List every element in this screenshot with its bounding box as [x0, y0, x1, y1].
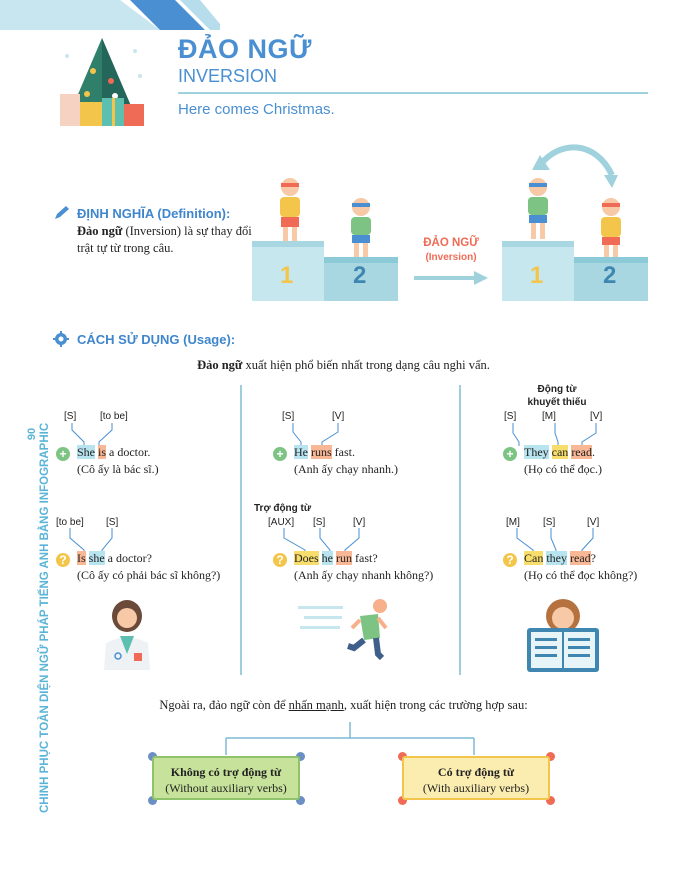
word-verb: run — [336, 551, 352, 565]
col3-statement-translation: (Họ có thể đọc.) — [524, 462, 602, 476]
box-right-title: Có trợ động từ — [437, 765, 515, 779]
box-right-subtitle: (With auxiliary verbs) — [422, 781, 530, 795]
plus-icon: + — [56, 447, 70, 461]
usage-heading: CÁCH SỬ DỤNG (Usage): — [77, 332, 236, 347]
word-subject: he — [321, 551, 333, 565]
col2-q-label-subject: [S] — [313, 517, 326, 528]
definition-term: Đảo ngữ — [77, 224, 123, 238]
word-rest: fast. — [331, 445, 355, 459]
word-verb: Is — [77, 551, 86, 565]
arrow-sublabel: (Inversion) — [425, 252, 477, 263]
question-icon: ? — [56, 553, 70, 567]
col1-question-translation: (Cô ấy có phải bác sĩ không?) — [77, 568, 221, 582]
tagline: Here comes Christmas. — [178, 101, 335, 118]
col1-q-label-subject: [S] — [106, 517, 119, 528]
col2-q-label-aux: [AUX] — [268, 517, 295, 528]
usage-intro-text: xuất hiện phổ biến nhất trong dạng câu nghi vấn. — [242, 358, 490, 372]
box-with-aux — [402, 756, 550, 800]
box-left-subtitle: (Without auxiliary verbs) — [165, 781, 287, 795]
usage-intro-term: Đảo ngữ — [197, 358, 243, 372]
question-icon: ? — [503, 553, 517, 567]
col2-statement-translation: (Anh ấy chạy nhanh.) — [294, 462, 398, 476]
col1-s-label-tobe: [to be] — [100, 411, 128, 422]
plus-icon: + — [503, 447, 517, 461]
podium-left-second: 2 — [353, 262, 367, 289]
word-verb: is — [98, 445, 107, 459]
col3-question-translation: (Họ có thể đọc không?) — [524, 568, 638, 582]
podium-right-second: 2 — [603, 262, 617, 289]
footer-text-after: , xuất hiện trong các trường hợp sau: — [343, 698, 528, 712]
word-modal: Can — [524, 551, 544, 565]
col1-statement-translation: (Cô ấy là bác sĩ.) — [77, 462, 159, 476]
word-subject: they — [546, 551, 568, 565]
page-subtitle: INVERSION — [178, 66, 278, 86]
col3-q-label-subject: [S] — [543, 517, 556, 528]
book-title-vertical: CHINH PHỤC TOÀN DIỆN NGỮ PHÁP TIẾNG ANH BẰNG INFOGRAPHIC — [39, 422, 51, 813]
word-subject: She — [77, 445, 95, 459]
arrow-label: ĐẢO NGỮ — [423, 237, 479, 249]
word-subject: They — [524, 445, 549, 459]
plus-icon: + — [273, 447, 287, 461]
word-subject: she — [88, 551, 105, 565]
col3-s-label-verb: [V] — [590, 411, 603, 422]
definition-heading: ĐỊNH NGHĨA (Definition): — [77, 206, 231, 221]
word-subject: He — [294, 445, 308, 459]
word-rest: fast? — [352, 551, 378, 565]
question-icon: ? — [273, 553, 287, 567]
definition-body: (Inversion) là sự thay đổi trật tự từ trong câu. — [77, 224, 252, 255]
modal-heading: Động từ khuyết thiếu — [527, 384, 587, 408]
word-modal: can — [551, 445, 569, 459]
word-verb: read — [570, 551, 591, 565]
col3-q-label-modal: [M] — [506, 517, 520, 528]
box-without-aux — [152, 756, 300, 800]
col2-s-label-subject: [S] — [282, 411, 295, 422]
word-rest: a doctor? — [104, 551, 152, 565]
footer-emphasis: nhấn mạnh — [288, 698, 344, 712]
podium-right-first: 1 — [530, 262, 544, 289]
aux-heading: Trợ động từ — [254, 503, 312, 514]
col1-q-label-tobe: [to be] — [56, 517, 84, 528]
word-verb: read — [571, 445, 592, 459]
word-rest: ? — [590, 551, 596, 565]
col3-s-label-subject: [S] — [504, 411, 517, 422]
col2-question-translation: (Anh ấy chạy nhanh không?) — [294, 568, 434, 582]
word-aux: Does — [294, 551, 319, 565]
col1-s-label-subject: [S] — [64, 411, 77, 422]
word-rest: a doctor. — [106, 445, 151, 459]
word-verb: runs — [311, 445, 332, 459]
word-rest: . — [591, 445, 595, 459]
col2-q-label-verb: [V] — [353, 517, 366, 528]
box-left-title: Không có trợ động từ — [170, 765, 282, 779]
col3-s-label-modal: [M] — [542, 411, 556, 422]
page-title: ĐẢO NGỮ — [178, 34, 312, 64]
footer-text-before: Ngoài ra, đảo ngữ còn để — [159, 698, 289, 712]
col2-s-label-verb: [V] — [332, 411, 345, 422]
col3-q-label-verb: [V] — [587, 517, 600, 528]
podium-left-first: 1 — [280, 262, 294, 289]
page-number: 90 — [26, 427, 39, 441]
